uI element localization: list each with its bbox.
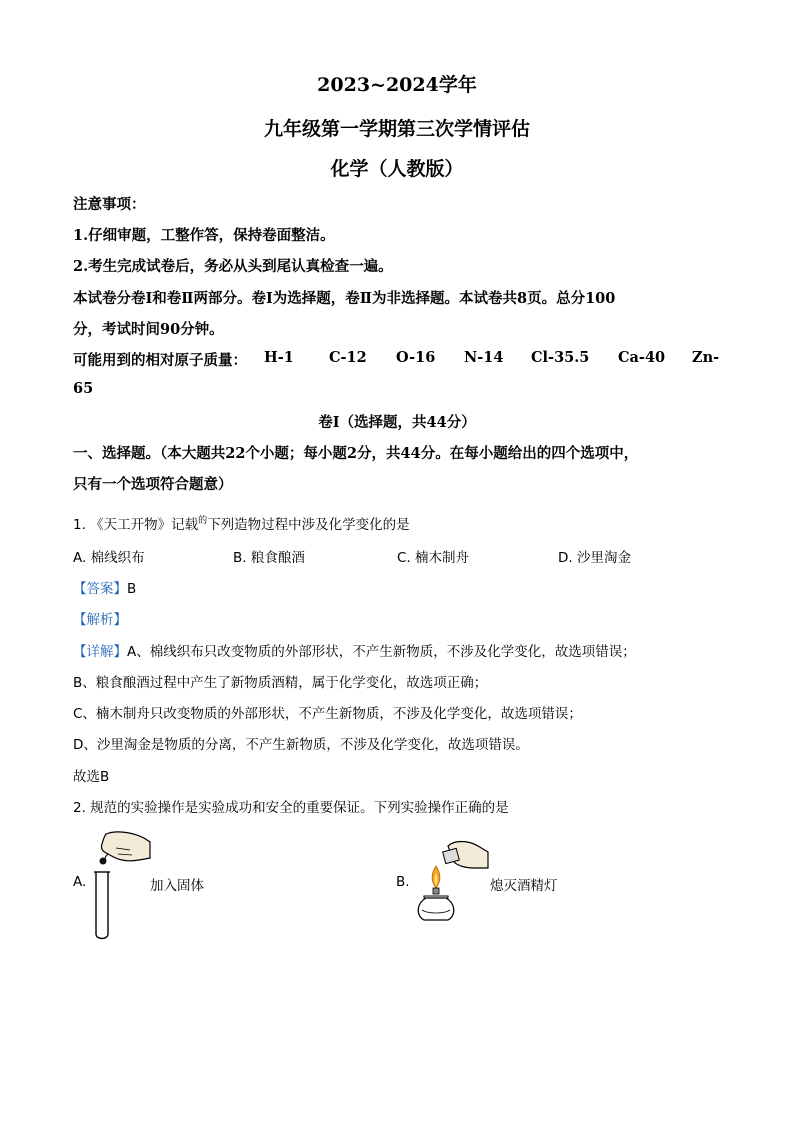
detail-tag: 【详解】: [73, 644, 127, 660]
notice-paragraph-line-1: 本试卷分卷Ⅰ和卷Ⅱ两部分。卷Ⅰ为选择题，卷Ⅱ为非选择题。本试卷共8页。总分100: [73, 290, 616, 307]
answer-tag: 【答案】: [73, 581, 127, 597]
question-2-option-a-label: 加入固体: [150, 878, 204, 894]
analysis-tag: 【解析】: [73, 612, 127, 628]
atomic-mass-o: O-16: [396, 349, 436, 366]
atomic-mass-cl: Cl-35.5: [531, 349, 590, 366]
atomic-mass-label: 可能用到的相对原子质量：: [73, 352, 247, 369]
question-1-stem-end: 下列造物过程中涉及化学变化的是: [207, 517, 410, 533]
atomic-mass-c: C-12: [329, 349, 367, 366]
question-1-option-c: C. 楠木制舟: [397, 550, 470, 566]
question-1-answer: [73, 577, 136, 597]
atomic-mass-zn: Zn-: [692, 349, 720, 366]
atomic-mass-zn-continued: 65: [73, 380, 94, 397]
question-1-stem: [73, 513, 410, 533]
atomic-mass-h: H-1: [264, 349, 294, 366]
notice-heading: 注意事项：: [73, 196, 146, 213]
question-1-detail-b: B、粮食酿酒过程中产生了新物质酒精，属于化学变化，故选项正确；: [73, 675, 488, 691]
notice-paragraph-line-2: 分，考试时间90分钟。: [73, 321, 224, 338]
question-1-stem-start: 1. 《天工开物》记载: [73, 517, 199, 533]
exam-subject: 化学（人教版）: [330, 158, 464, 180]
atomic-mass-ca: Ca-40: [618, 349, 666, 366]
section-heading-line-2: 只有一个选项符合题意）: [73, 476, 233, 493]
section-heading-line-1: 一、选择题。（本大题共22个小题；每小题2分，共44分。在每小题给出的四个选项中，: [73, 445, 639, 462]
question-1-conclusion: 故选B: [73, 769, 110, 785]
question-1-stem-superscript: 的: [198, 516, 208, 526]
exam-subtitle: 九年级第一学期第三次学情评估: [263, 118, 530, 140]
question-2-stem: 2. 规范的实验操作是实验成功和安全的重要保证。下列实验操作正确的是: [73, 800, 509, 816]
notice-item-1: 1.仔细审题，工整作答，保持卷面整洁。: [73, 227, 335, 244]
question-1-option-b: B. 粮食酿酒: [233, 550, 305, 566]
question-2-option-a-letter: A.: [73, 874, 87, 890]
alcohol-lamp-illustration: [414, 838, 490, 922]
atomic-mass-n: N-14: [464, 349, 504, 366]
notice-item-2: 2.考生完成试卷后，务必从头到尾认真检查一遍。: [73, 258, 393, 275]
question-1-detail-c: C、楠木制舟只改变物质的外部形状，不产生新物质，不涉及化学变化，故选项错误；: [73, 706, 582, 722]
question-1-option-a: A. 棉线织布: [73, 550, 145, 566]
question-1-detail-d: D、沙里淘金是物质的分离，不产生新物质，不涉及化学变化，故选项错误。: [73, 737, 529, 753]
test-tube-hand-illustration: [86, 828, 152, 942]
section-title: 卷Ⅰ（选择题，共44分）: [318, 414, 476, 431]
detail-a-text: A、棉线织布只改变物质的外部形状，不产生新物质，不涉及化学变化，故选项错误；: [127, 644, 636, 660]
answer-value: B: [127, 581, 137, 597]
question-1-option-d: D. 沙里淘金: [558, 550, 631, 566]
question-1-detail-a: [73, 640, 636, 660]
question-2-option-b-label: 熄灭酒精灯: [490, 878, 558, 894]
exam-year: 2023~2024学年: [317, 74, 477, 96]
question-2-option-b-letter: B.: [396, 874, 410, 890]
